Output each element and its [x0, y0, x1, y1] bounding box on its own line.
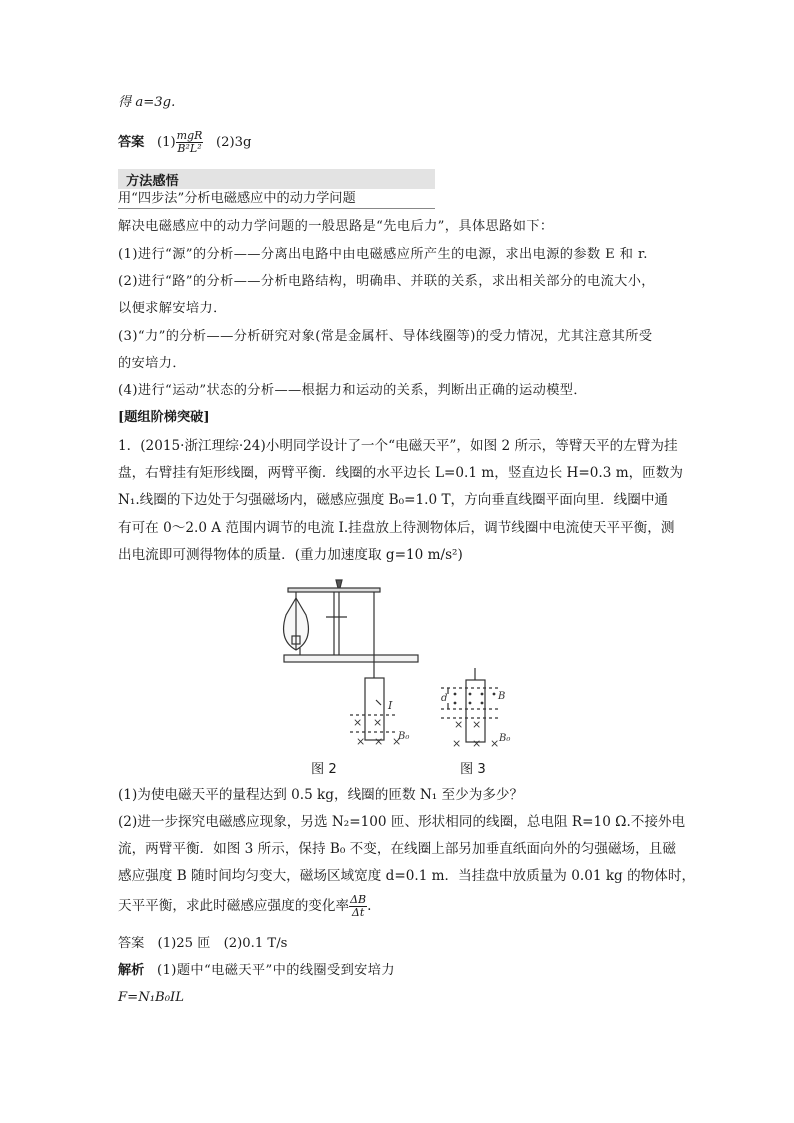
svg-text:×: × — [454, 718, 464, 731]
label-B: B — [498, 691, 506, 702]
figure-caption-2: 图 2 — [311, 762, 337, 777]
svg-text:×: × — [353, 716, 363, 729]
fraction: $\frac{\text{mgR}}{\text{B²L²}}$ — [176, 129, 203, 155]
answer-label: 答案 — [118, 135, 145, 150]
svg-text:×: × — [472, 737, 482, 750]
formula: F=N₁B₀IL — [118, 990, 184, 1005]
svg-text:×: × — [374, 735, 384, 748]
text-line: 感应强度 B 随时间均匀变大，磁场区域宽度 d=0.1 m．当挂盘中放质量为 0.01 kg 的物体时， — [118, 868, 696, 884]
text-line: 得 a=3g. — [118, 95, 176, 110]
text-line: (1)进行“源”的分析——分离出电路中由电磁感应所产生的电源，求出电源的参数 E 和 r. — [118, 247, 648, 262]
solution-line: 解析 (1)题中“电磁天平”中的线圈受到安培力 — [118, 963, 395, 978]
text-line: 以便求解安培力． — [118, 301, 227, 316]
figure-caption-3: 图 3 — [460, 762, 486, 777]
text-line: (4)进行“运动”状态的分析——根据力和运动的关系，判断出正确的运动模型． — [118, 383, 587, 398]
svg-text:×: × — [392, 735, 402, 748]
label-I: I — [388, 699, 393, 712]
fraction: $\frac{\Delta B}{\Delta t}$ — [350, 893, 367, 919]
svg-text:×: × — [472, 718, 482, 731]
text-line: (2)进行“路”的分析——分析电路结构，明确串、并联的关系，求出相关部分的电流大小， — [118, 274, 655, 289]
label-B0: B₀ — [398, 731, 410, 742]
text-line: N₁.线圈的下边处于匀强磁场内，磁感应强度 B₀=1.0 T，方向垂直线圈平面向里．线圈中通 — [118, 492, 669, 508]
text-line: 有可在 0～2.0 A 范围内调节的电流 I.挂盘放上待测物体后，调节线圈中电流使天平平衡，测 — [118, 520, 675, 536]
text-line: (3)“力”的分析——分析研究对象(常是金属杆、导体线圈等)的受力情况，尤其注意其所受 — [118, 329, 653, 344]
method-title: 方法感悟 — [126, 174, 179, 189]
balance-figure — [118, 570, 678, 780]
label-d: d — [441, 693, 448, 704]
svg-text:×: × — [356, 735, 366, 748]
svg-text:×: × — [373, 716, 383, 729]
text-line: 1．(2015·浙江理综·24)小明同学设计了一个“电磁天平”，如图 2 所示，等臂天平的左臂为挂 — [118, 438, 678, 454]
method-box-header — [118, 169, 435, 189]
text-line: 的安培力． — [118, 356, 186, 371]
svg-text:×: × — [452, 737, 462, 750]
text-line: 出电流即可测得物体的质量．(重力加速度取 g=10 m/s²) — [118, 547, 463, 563]
figure-area — [118, 570, 678, 780]
label-B0-fig3: B₀ — [499, 733, 511, 744]
text-line: (2)进一步探究电磁感应现象，另选 N₂=100 匝、形状相同的线圈，总电阻 R=10 Ω.不接外电 — [118, 814, 686, 830]
svg-text:×: × — [490, 737, 500, 750]
text-line: 盘，右臂挂有矩形线圈，两臂平衡．线圈的水平边长 L=0.1 m，竖直边长 H=0.3 m，匝数为 — [118, 465, 683, 481]
question-part-1: (1)为使电磁天平的量程达到 0.5 kg，线圈的匝数 N₁ 至少为多少？ — [118, 787, 524, 803]
answer-2: 答案 (1)25 匝 (2)0.1 T/s — [118, 936, 288, 951]
answer-1: 答案 (1) $\frac{\text{mgR}}{\text{B²L²}}$ (2)3g — [118, 129, 252, 155]
text-line: 流，两臂平衡．如图 3 所示，保持 B₀ 不变，在线圈上部另加垂直纸面向外的匀强磁场，且磁 — [118, 841, 676, 857]
text-line: 解决电磁感应中的动力学问题的一般思路是“先电后力”，具体思路如下： — [118, 219, 554, 234]
section-heading: [题组阶梯突破] — [118, 410, 210, 425]
question-part-2-end: 天平平衡，求此时磁感应强度的变化率 $\frac{\Delta B}{\Delta t}$ . — [118, 893, 372, 919]
divider — [118, 208, 435, 209]
method-subtitle: 用“四步法”分析电磁感应中的动力学问题 — [118, 191, 356, 206]
